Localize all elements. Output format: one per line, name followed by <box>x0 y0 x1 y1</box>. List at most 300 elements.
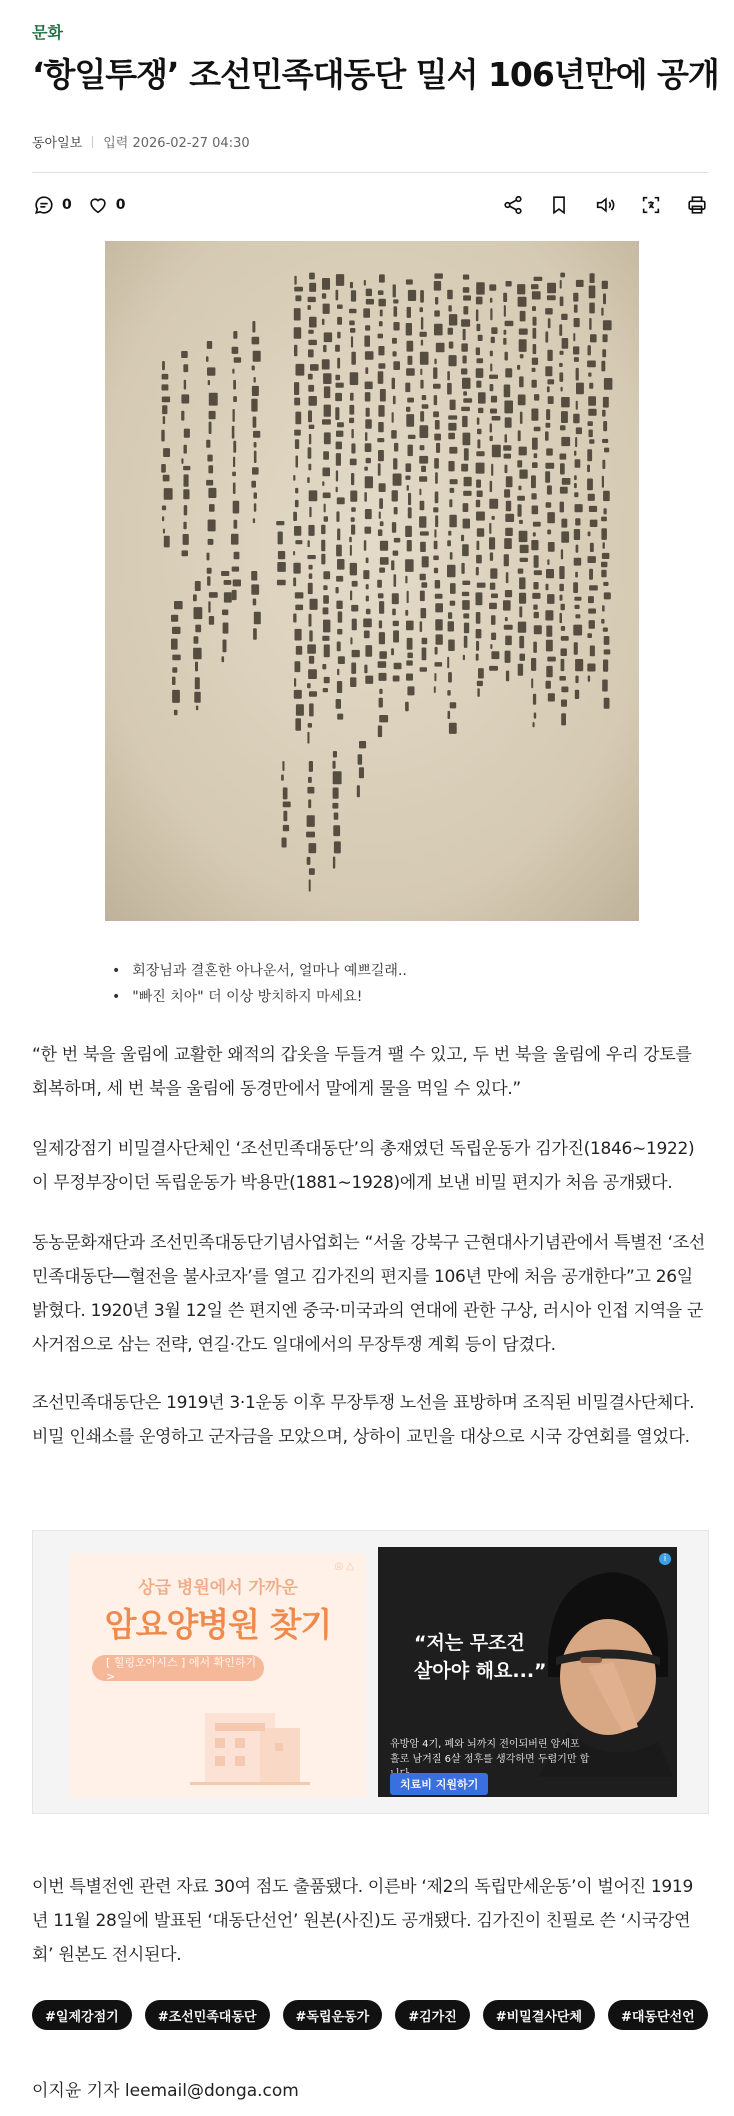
manuscript-ink-stroke <box>461 368 467 374</box>
manuscript-ink-stroke <box>489 284 496 290</box>
ad-donation-button[interactable]: 치료비 지원하기 <box>390 1773 488 1795</box>
header-divider <box>32 172 709 173</box>
manuscript-ink-stroke <box>335 375 340 380</box>
manuscript-ink-stroke <box>477 429 482 434</box>
manuscript-ink-stroke <box>547 530 551 535</box>
manuscript-ink-stroke <box>477 528 484 537</box>
manuscript-ink-stroke <box>560 273 565 278</box>
manuscript-ink-stroke <box>433 367 437 379</box>
manuscript-ink-stroke <box>172 655 180 661</box>
manuscript-ink-stroke <box>476 654 479 661</box>
manuscript-ink-stroke <box>405 610 408 616</box>
manuscript-ink-stroke <box>560 425 566 430</box>
manuscript-ink-stroke <box>408 435 416 439</box>
manuscript-ink-stroke <box>337 358 340 369</box>
manuscript-ink-stroke <box>561 659 565 671</box>
manuscript-ink-stroke <box>421 340 423 346</box>
manuscript-ink-stroke <box>307 477 310 483</box>
manuscript-ink-stroke <box>233 409 235 422</box>
manuscript-ink-stroke <box>491 615 496 625</box>
manuscript-ink-stroke <box>547 295 556 300</box>
manuscript-ink-stroke <box>308 297 316 302</box>
manuscript-ink-stroke <box>295 592 304 598</box>
manuscript-ink-stroke <box>533 642 537 653</box>
manuscript-ink-stroke <box>359 767 364 778</box>
manuscript-ink-stroke <box>548 318 551 328</box>
manuscript-ink-stroke <box>518 504 522 517</box>
manuscript-ink-stroke <box>294 382 299 395</box>
print-icon[interactable] <box>685 193 709 217</box>
manuscript-ink-stroke <box>308 374 313 380</box>
manuscript-ink-stroke <box>547 283 556 294</box>
manuscript-ink-stroke <box>252 366 255 371</box>
manuscript-ink-stroke <box>207 367 215 375</box>
related-link-1[interactable]: • 회장님과 결혼한 아나운서, 얼마나 예쁘길래.. <box>112 958 407 984</box>
manuscript-ink-stroke <box>589 430 593 438</box>
manuscript-ink-stroke <box>574 305 578 313</box>
manuscript-ink-stroke <box>476 592 483 605</box>
manuscript-ink-stroke <box>589 383 593 389</box>
manuscript-ink-stroke <box>434 281 441 291</box>
manuscript-ink-stroke <box>208 380 210 385</box>
manuscript-ink-stroke <box>184 445 187 454</box>
manuscript-ink-stroke <box>171 615 178 622</box>
manuscript-ink-stroke <box>588 556 596 563</box>
manuscript-ink-stroke <box>293 475 295 481</box>
manuscript-ink-stroke <box>420 542 426 552</box>
manuscript-ink-stroke <box>589 506 597 512</box>
manuscript-ink-stroke <box>251 571 257 581</box>
ad-donation-banner[interactable] <box>378 1547 677 1797</box>
manuscript-ink-stroke <box>560 454 567 460</box>
manuscript-ink-stroke <box>575 459 581 468</box>
manuscript-ink-stroke <box>477 358 484 363</box>
manuscript-ink-stroke <box>489 666 498 671</box>
manuscript-ink-stroke <box>490 481 493 492</box>
manuscript-ink-stroke <box>406 323 412 336</box>
manuscript-ink-stroke <box>476 629 482 638</box>
manuscript-ink-stroke <box>392 522 396 533</box>
manuscript-ink-stroke <box>323 585 327 590</box>
manuscript-ink-stroke <box>434 529 436 537</box>
manuscript-ink-stroke <box>518 622 526 633</box>
manuscript-ink-stroke <box>295 629 302 641</box>
manuscript-ink-stroke <box>365 443 372 452</box>
manuscript-ink-stroke <box>309 879 311 891</box>
manuscript-ink-stroke <box>392 412 394 423</box>
manuscript-ink-stroke <box>588 494 595 501</box>
manuscript-ink-stroke <box>490 568 497 578</box>
manuscript-ink-stroke <box>576 427 582 434</box>
manuscript-ink-stroke <box>365 392 371 401</box>
manuscript-ink-stroke <box>183 489 189 499</box>
manuscript-ink-stroke <box>162 397 170 403</box>
manuscript-ink-stroke <box>365 527 372 534</box>
manuscript-ink-stroke <box>336 431 343 437</box>
manuscript-ink-stroke <box>337 332 340 339</box>
manuscript-ink-stroke <box>406 279 413 284</box>
manuscript-ink-stroke <box>309 868 315 875</box>
manuscript-ink-stroke <box>420 332 427 337</box>
manuscript-ink-stroke <box>448 423 456 431</box>
manuscript-ink-stroke <box>407 307 411 318</box>
manuscript-ink-stroke <box>519 339 527 352</box>
manuscript-ink-stroke <box>489 375 498 379</box>
manuscript-ink-stroke <box>433 507 438 512</box>
manuscript-ink-stroke <box>559 566 564 579</box>
manuscript-ink-stroke <box>559 372 563 382</box>
manuscript-ink-stroke <box>519 636 524 648</box>
manuscript-ink-stroke <box>505 617 508 621</box>
manuscript-ink-stroke <box>253 599 257 606</box>
manuscript-ink-stroke <box>407 540 412 551</box>
manuscript-ink-stroke <box>435 603 443 612</box>
manuscript-ink-stroke <box>364 492 367 502</box>
manuscript-ink-stroke <box>534 453 538 458</box>
manuscript-ink-stroke <box>334 841 341 853</box>
manuscript-ink-stroke <box>333 825 340 836</box>
manuscript-ink-stroke <box>221 571 229 576</box>
manuscript-ink-stroke <box>547 350 552 361</box>
manuscript-ink-stroke <box>377 580 382 588</box>
like-button[interactable] <box>86 193 126 217</box>
manuscript-ink-stroke <box>379 601 384 614</box>
manuscript-ink-stroke <box>366 584 369 589</box>
manuscript-ink-stroke <box>588 409 596 416</box>
manuscript-ink-stroke <box>545 463 554 469</box>
manuscript-ink-stroke <box>434 434 441 441</box>
manuscript-ink-stroke <box>504 625 513 630</box>
manuscript-ink-stroke <box>181 394 189 403</box>
manuscript-ink-stroke <box>252 321 255 333</box>
manuscript-ink-stroke <box>283 811 287 822</box>
manuscript-ink-stroke <box>322 319 325 325</box>
manuscript-ink-stroke <box>193 648 202 660</box>
speaker-icon[interactable] <box>593 193 617 217</box>
manuscript-ink-stroke <box>533 694 536 705</box>
manuscript-ink-stroke <box>336 290 339 301</box>
manuscript-ink-stroke <box>448 415 457 419</box>
manuscript-ink-stroke <box>576 545 579 553</box>
manuscript-ink-stroke <box>603 491 610 501</box>
manuscript-ink-stroke <box>309 434 311 445</box>
manuscript-ink-stroke <box>478 392 486 403</box>
manuscript-ink-stroke <box>532 291 541 299</box>
share-icon[interactable] <box>501 193 525 217</box>
manuscript-ink-stroke <box>378 371 384 384</box>
manuscript-ink-stroke <box>436 443 440 453</box>
manuscript-ink-stroke <box>296 456 299 468</box>
manuscript-ink-stroke <box>477 541 480 550</box>
manuscript-ink-stroke <box>590 543 594 552</box>
manuscript-ink-stroke <box>602 553 610 559</box>
manuscript-ink-stroke <box>406 368 415 376</box>
manuscript-ink-stroke <box>420 425 429 438</box>
ad-sub-line-2: 홀로 남겨질 6살 정후를 생각하면 두렵기만 합 <box>390 1754 590 1765</box>
manuscript-ink-stroke <box>295 488 298 494</box>
manuscript-ink-stroke <box>378 422 384 432</box>
manuscript-ink-stroke <box>547 512 555 523</box>
translate-icon[interactable] <box>639 193 663 217</box>
manuscript-ink-stroke <box>164 536 170 548</box>
manuscript-ink-stroke <box>531 284 539 289</box>
manuscript-ink-stroke <box>378 726 382 738</box>
manuscript-ink-stroke <box>306 832 315 838</box>
manuscript-ink-stroke <box>433 411 439 417</box>
manuscript-ink-stroke <box>393 361 400 370</box>
manuscript-ink-stroke <box>435 580 440 589</box>
manuscript-ink-stroke <box>391 560 394 570</box>
manuscript-ink-stroke <box>559 324 562 336</box>
manuscript-ink-stroke <box>184 429 190 438</box>
manuscript-ink-stroke <box>405 526 412 537</box>
manuscript-ink-stroke <box>309 630 312 641</box>
related-link-2[interactable]: • "빠진 치아" 더 이상 방치하지 마세요! <box>112 984 407 1010</box>
manuscript-ink-stroke <box>252 337 260 345</box>
ad-hospital-banner[interactable] <box>70 1553 366 1798</box>
manuscript-ink-stroke <box>477 418 480 425</box>
manuscript-ink-stroke <box>587 449 592 461</box>
manuscript-ink-stroke <box>463 503 469 512</box>
manuscript-ink-stroke <box>379 321 383 326</box>
manuscript-ink-stroke <box>251 481 256 488</box>
tag-item[interactable]: #조선민족대동단 <box>145 2000 270 2030</box>
related-links <box>112 958 407 1010</box>
manuscript-ink-stroke <box>337 669 339 676</box>
manuscript-ink-stroke <box>546 569 554 578</box>
manuscript-ink-stroke <box>519 577 525 589</box>
manuscript-ink-stroke <box>548 396 554 404</box>
manuscript-ink-stroke <box>546 409 550 420</box>
manuscript-ink-stroke <box>604 448 609 453</box>
manuscript-ink-stroke <box>332 803 338 809</box>
manuscript-ink-stroke <box>393 474 402 486</box>
manuscript-ink-stroke <box>531 540 538 550</box>
tag-item[interactable]: #비밀결사단체 <box>483 2000 595 2030</box>
manuscript-ink-stroke <box>209 592 218 598</box>
manuscript-ink-stroke <box>492 416 501 421</box>
manuscript-ink-stroke <box>534 277 543 281</box>
manuscript-ink-stroke <box>589 303 595 314</box>
manuscript-ink-stroke <box>447 657 449 669</box>
manuscript-ink-stroke <box>408 445 413 457</box>
manuscript-ink-stroke <box>183 466 190 470</box>
manuscript-ink-stroke <box>293 551 295 555</box>
manuscript-ink-stroke <box>532 380 537 388</box>
manuscript-ink-stroke <box>351 473 354 485</box>
manuscript-ink-stroke <box>207 455 212 462</box>
manuscript-ink-stroke <box>561 648 567 656</box>
manuscript-ink-stroke <box>393 299 398 303</box>
manuscript-ink-stroke <box>435 472 438 483</box>
manuscript-ink-stroke <box>463 306 468 314</box>
manuscript-ink-stroke <box>518 395 526 406</box>
manuscript-ink-stroke <box>183 534 189 545</box>
manuscript-ink-stroke <box>491 464 493 476</box>
manuscript-ink-stroke <box>162 506 166 511</box>
ad-hospital-cta[interactable]: [ 힐링오아시스 ] 에서 확인하기 > <box>92 1655 264 1681</box>
manuscript-ink-stroke <box>434 458 439 469</box>
manuscript-ink-stroke <box>351 290 356 301</box>
manuscript-ink-stroke <box>477 583 486 588</box>
tag-item[interactable]: #대동단선언 <box>608 2000 708 2030</box>
manuscript-ink-stroke <box>181 351 188 358</box>
manuscript-ink-stroke <box>433 384 441 389</box>
manuscript-ink-stroke <box>350 372 359 385</box>
manuscript-ink-stroke <box>350 459 357 466</box>
tag-item[interactable]: #김가진 <box>395 2000 470 2030</box>
manuscript-ink-stroke <box>183 522 186 530</box>
manuscript-ink-stroke <box>408 493 411 505</box>
manuscript-ink-stroke <box>590 273 595 283</box>
manuscript-ink-stroke <box>364 540 367 551</box>
manuscript-ink-stroke <box>602 476 604 488</box>
article-source[interactable]: 동아일보 <box>32 136 83 151</box>
manuscript-ink-stroke <box>477 688 479 697</box>
manuscript-ink-stroke <box>351 336 353 347</box>
manuscript-ink-stroke <box>491 651 499 659</box>
manuscript-ink-stroke <box>576 368 579 381</box>
article-category[interactable]: 문화 <box>32 23 63 42</box>
manuscript-ink-stroke <box>394 574 397 587</box>
manuscript-ink-stroke <box>532 438 538 450</box>
manuscript-ink-stroke <box>363 308 370 317</box>
manuscript-ink-stroke <box>588 345 591 355</box>
tag-item[interactable]: #일제강점기 <box>32 2000 132 2030</box>
manuscript-ink-stroke <box>336 442 342 450</box>
manuscript-ink-stroke <box>534 394 539 401</box>
manuscript-ink-stroke <box>587 479 593 491</box>
manuscript-ink-stroke <box>366 289 372 297</box>
manuscript-ink-stroke <box>309 273 315 280</box>
manuscript-ink-stroke <box>588 373 591 377</box>
manuscript-ink-stroke <box>351 443 355 453</box>
ad-hospital-line1: 상급 병원에서 가까운 <box>138 1578 298 1598</box>
manuscript-ink-stroke <box>393 351 397 356</box>
manuscript-ink-stroke <box>560 613 563 623</box>
manuscript-ink-stroke <box>323 451 329 460</box>
manuscript-ink-stroke <box>435 492 439 504</box>
manuscript-ink-stroke <box>589 569 593 580</box>
manuscript-ink-stroke <box>476 282 485 294</box>
manuscript-ink-stroke <box>587 465 590 473</box>
manuscript-ink-stroke <box>447 371 450 380</box>
manuscript-ink-stroke <box>233 331 237 339</box>
manuscript-ink-stroke <box>450 488 455 493</box>
manuscript-ink-stroke <box>489 603 497 609</box>
manuscript-ink-stroke <box>534 612 539 618</box>
manuscript-ink-stroke <box>490 298 493 303</box>
manuscript-ink-stroke <box>435 515 438 527</box>
manuscript-ink-stroke <box>363 619 372 628</box>
manuscript-ink-stroke <box>378 290 384 295</box>
manuscript-ink-stroke <box>350 491 357 502</box>
manuscript-ink-stroke <box>434 541 438 550</box>
manuscript-ink-stroke <box>463 295 471 300</box>
manuscript-ink-stroke <box>450 479 458 484</box>
manuscript-ink-stroke <box>532 462 538 468</box>
manuscript-ink-stroke <box>491 594 498 599</box>
manuscript-ink-stroke <box>450 702 457 708</box>
manuscript-ink-stroke <box>393 551 399 556</box>
manuscript-ink-stroke <box>350 545 352 556</box>
manuscript-ink-stroke <box>517 365 520 370</box>
tag-item[interactable]: #독립운동가 <box>283 2000 383 2030</box>
manuscript-ink-stroke <box>351 352 356 365</box>
manuscript-ink-stroke <box>350 677 356 687</box>
manuscript-ink-stroke <box>532 593 540 599</box>
manuscript-ink-stroke <box>351 429 353 438</box>
manuscript-ink-stroke <box>322 636 329 641</box>
manuscript-ink-stroke <box>490 384 494 391</box>
manuscript-ink-stroke <box>309 565 313 570</box>
manuscript-ink-stroke <box>408 356 413 365</box>
manuscript-ink-stroke <box>561 437 570 446</box>
manuscript-ink-stroke <box>435 420 440 430</box>
manuscript-ink-stroke <box>533 532 536 536</box>
comment-button[interactable] <box>32 193 72 217</box>
article-byline: 이지윤 기자 leemail@donga.com <box>32 2081 299 2101</box>
manuscript-ink-stroke <box>573 333 575 341</box>
manuscript-ink-stroke <box>519 593 526 604</box>
manuscript-ink-stroke <box>394 306 398 317</box>
ad-quote-line-2: 살아야 해요...” <box>414 1660 547 1682</box>
manuscript-ink-stroke <box>506 572 509 583</box>
manuscript-ink-stroke <box>379 274 385 282</box>
manuscript-ink-stroke <box>560 351 564 355</box>
manuscript-ink-stroke <box>421 466 426 472</box>
ad-hospital-line2: 암요양병원 찾기 <box>104 1605 332 1644</box>
manuscript-ink-stroke <box>336 487 338 492</box>
manuscript-ink-stroke <box>365 476 373 488</box>
manuscript-ink-stroke <box>392 609 396 616</box>
manuscript-ink-stroke <box>162 384 169 390</box>
manuscript-ink-stroke <box>234 357 241 363</box>
bookmark-icon[interactable] <box>547 193 571 217</box>
manuscript-ink-stroke <box>602 281 608 289</box>
manuscript-ink-stroke <box>420 411 424 422</box>
manuscript-ink-stroke <box>232 567 239 572</box>
manuscript-ink-stroke <box>406 674 413 681</box>
manuscript-ink-stroke <box>174 710 178 715</box>
manuscript-ink-stroke <box>546 666 552 677</box>
manuscript-ink-stroke <box>504 538 512 549</box>
manuscript-ink-stroke <box>322 293 326 298</box>
manuscript-ink-stroke <box>419 456 428 464</box>
manuscript-ink-stroke <box>407 638 413 650</box>
manuscript-ink-stroke <box>461 464 468 472</box>
manuscript-ink-stroke <box>476 347 480 355</box>
manuscript-ink-stroke <box>518 569 524 574</box>
manuscript-ink-stroke <box>450 601 456 606</box>
ad-quote-line-1: “저는 무조건 <box>414 1632 525 1654</box>
manuscript-ink-stroke <box>519 329 528 335</box>
manuscript-ink-stroke <box>590 520 598 527</box>
manuscript-ink-stroke <box>450 583 456 594</box>
manuscript-ink-stroke <box>337 559 345 570</box>
manuscript-ink-stroke <box>207 576 210 586</box>
ad-info-icon[interactable]: i <box>659 1553 671 1565</box>
manuscript-ink-stroke <box>422 556 429 567</box>
manuscript-ink-stroke <box>531 658 536 671</box>
manuscript-ink-stroke <box>223 623 229 634</box>
manuscript-ink-stroke <box>588 676 590 682</box>
manuscript-ink-stroke <box>321 540 325 551</box>
manuscript-ink-stroke <box>337 305 343 309</box>
manuscript-ink-stroke <box>283 825 289 831</box>
manuscript-ink-stroke <box>206 356 209 362</box>
manuscript-ink-stroke <box>352 650 360 657</box>
